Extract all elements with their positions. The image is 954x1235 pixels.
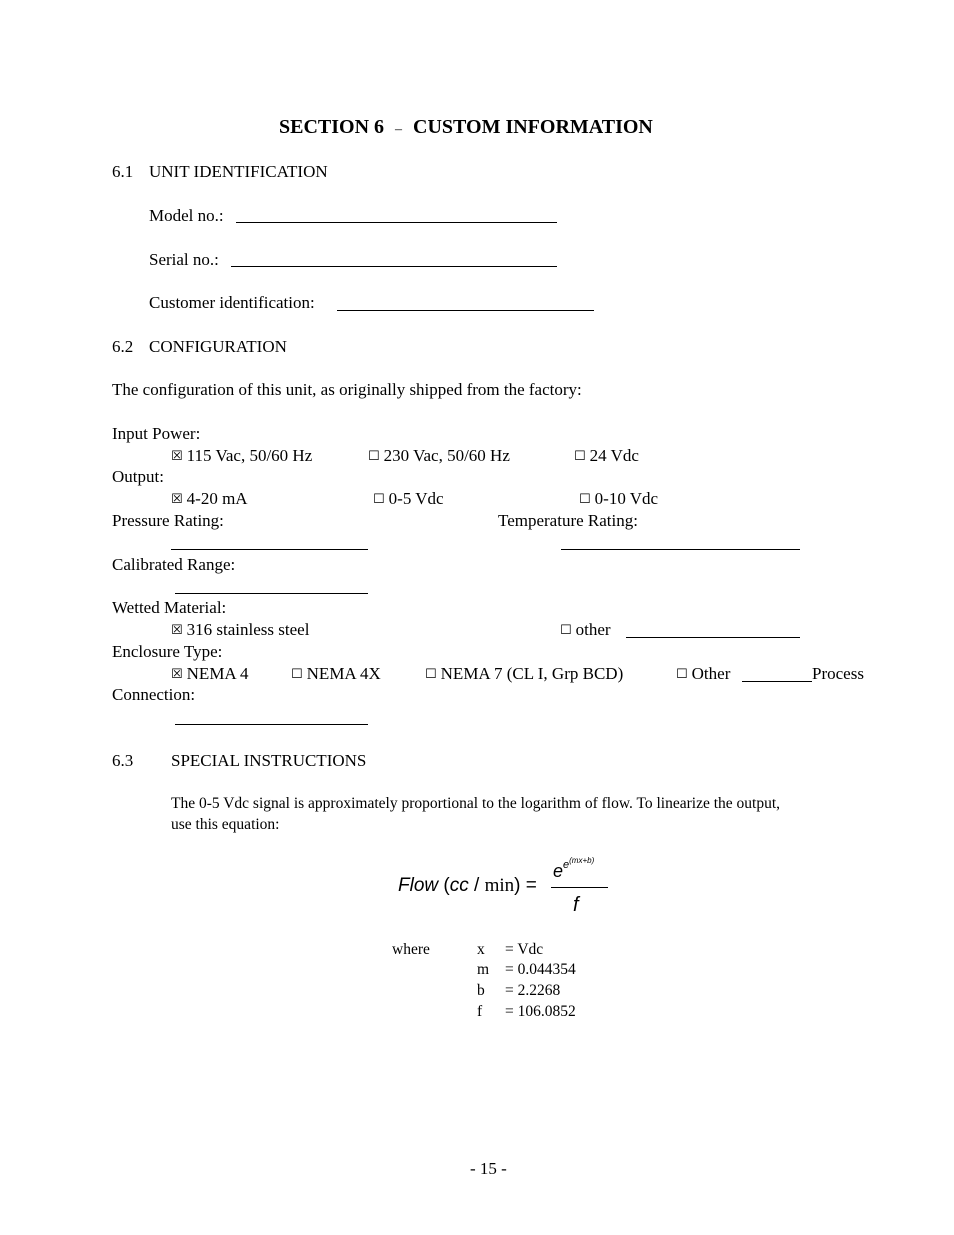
variable-symbol-m: m: [477, 961, 490, 978]
enclosure-label: Enclosure Type:: [112, 642, 223, 661]
variable-symbol-b: b: [477, 982, 485, 999]
wetted-label: Wetted Material:: [112, 598, 227, 617]
output-option-0-10[interactable]: [579, 490, 658, 507]
equation-slash: /: [468, 875, 485, 896]
section-6-2-heading: CONFIGURATION: [149, 337, 287, 356]
variable-value-m: = 0.044354: [505, 961, 576, 978]
unchecked-box-icon: ☐: [574, 449, 586, 464]
model-field-line[interactable]: [236, 222, 557, 223]
unchecked-box-icon: ☐: [425, 667, 437, 682]
instructions-line-1: The 0-5 Vdc signal is approximately proportional to the logarithm of flow. To linearize the output,: [171, 795, 781, 812]
process-label: Process: [812, 664, 864, 683]
instructions-line-2: use this equation:: [171, 816, 280, 833]
section-dash: –: [395, 122, 403, 137]
enclosure-other-field-line[interactable]: [742, 681, 812, 682]
pressure-label: Pressure Rating:: [112, 511, 224, 530]
variable-symbol-f: f: [477, 1003, 483, 1020]
section-title: [279, 117, 653, 137]
input-option-label: 230 Vac, 50/60 Hz: [383, 446, 510, 465]
connection-label: Connection:: [112, 685, 196, 704]
input-option-230[interactable]: [368, 447, 510, 464]
variable-value-b: = 2.2268: [505, 982, 561, 999]
equation-min: min: [484, 875, 515, 896]
flow-equation: [395, 850, 625, 920]
checked-box-icon: ☒: [171, 667, 183, 682]
equation-sup-e: e: [563, 859, 570, 871]
output-option-label: 0-10 Vdc: [594, 489, 659, 508]
output-option-label: 4-20 mA: [186, 489, 248, 508]
unchecked-box-icon: ☐: [676, 667, 688, 682]
checked-box-icon: ☒: [171, 623, 183, 638]
section-6-1-heading: UNIT IDENTIFICATION: [149, 162, 328, 181]
enclosure-option-nema4x[interactable]: [291, 665, 381, 682]
configuration-intro: The configuration of this unit, as originally shipped from the factory:: [112, 380, 582, 399]
checked-box-icon: ☒: [171, 492, 183, 507]
section-6-1-number: 6.1: [112, 162, 134, 181]
output-option-0-5[interactable]: [373, 490, 444, 507]
customer-label: Customer identification:: [149, 293, 315, 312]
equation-equals: =: [525, 875, 537, 896]
unchecked-box-icon: ☐: [291, 667, 303, 682]
unchecked-box-icon: ☐: [368, 449, 380, 464]
enclosure-option-nema7[interactable]: [425, 665, 623, 682]
temperature-field-line[interactable]: [561, 549, 800, 550]
enclosure-option-other[interactable]: [676, 665, 730, 682]
equation-numerator: [553, 856, 595, 881]
unchecked-box-icon: ☐: [373, 492, 385, 507]
equation-denominator: f: [573, 894, 579, 916]
section-name: CUSTOM INFORMATION: [413, 116, 653, 138]
wetted-other-field-line[interactable]: [626, 637, 800, 638]
input-option-label: 24 Vdc: [589, 446, 639, 465]
wetted-option-label: 316 stainless steel: [186, 620, 310, 639]
equation-exponent: (mx+b): [569, 856, 595, 865]
customer-field-line[interactable]: [337, 310, 594, 311]
section-6-3-heading: SPECIAL INSTRUCTIONS: [171, 751, 367, 770]
unchecked-box-icon: ☐: [560, 623, 572, 638]
checked-box-icon: ☒: [171, 449, 183, 464]
section-6-2-number: 6.2: [112, 337, 134, 356]
enclosure-option-label: Other: [691, 664, 731, 683]
equation-cc: cc: [449, 875, 469, 896]
output-label: Output:: [112, 467, 164, 486]
temperature-label: Temperature Rating:: [498, 511, 638, 530]
equation-e: e: [553, 861, 564, 881]
pressure-field-line[interactable]: [171, 549, 368, 550]
enclosure-option-label: NEMA 4X: [306, 664, 381, 683]
connection-field-line[interactable]: [175, 724, 368, 725]
equation-superscript: [563, 856, 595, 871]
calibrated-field-line[interactable]: [175, 593, 368, 594]
wetted-option-label: other: [575, 620, 611, 639]
enclosure-option-label: NEMA 4: [186, 664, 249, 683]
section-number: SECTION 6: [279, 116, 385, 138]
serial-label: Serial no.:: [149, 250, 219, 269]
variable-value-x: = Vdc: [505, 941, 544, 958]
equation-paren-close: ): [514, 875, 521, 896]
serial-field-line[interactable]: [231, 266, 557, 267]
input-option-label: 115 Vac, 50/60 Hz: [186, 446, 313, 465]
model-label: Model no.:: [149, 206, 224, 225]
equation-paren-open: (: [443, 875, 450, 896]
enclosure-option-nema4[interactable]: [171, 665, 249, 682]
calibrated-label: Calibrated Range:: [112, 555, 236, 574]
wetted-option-other[interactable]: [560, 621, 611, 638]
input-option-24vdc[interactable]: [574, 447, 639, 464]
output-option-label: 0-5 Vdc: [388, 489, 444, 508]
output-option-4-20[interactable]: [171, 490, 248, 507]
equation-lhs: [398, 876, 537, 895]
section-6-3-number: 6.3: [112, 751, 134, 770]
input-power-label: Input Power:: [112, 424, 201, 443]
where-label: where: [392, 941, 430, 958]
wetted-option-316[interactable]: [171, 621, 309, 638]
variable-symbol-x: x: [477, 941, 485, 958]
equation-flow: Flow: [398, 875, 439, 896]
unchecked-box-icon: ☐: [579, 492, 591, 507]
equation-fraction-bar: [551, 887, 608, 888]
variable-value-f: = 106.0852: [505, 1003, 576, 1020]
enclosure-option-label: NEMA 7 (CL I, Grp BCD): [440, 664, 624, 683]
input-option-115[interactable]: [171, 447, 312, 464]
page-number: - 15 -: [470, 1159, 507, 1178]
